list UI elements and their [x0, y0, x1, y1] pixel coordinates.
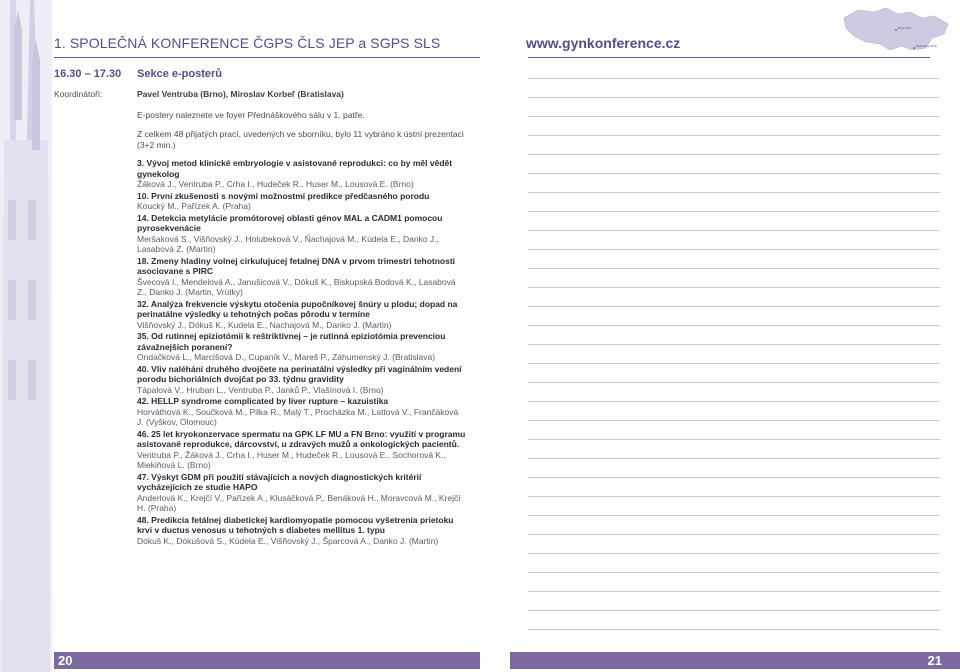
poster-authors: Meršaková S., Višňovský J., Holubeková V., Ňachajová M., Kúdela E., Danko J., Lasabová Z. (Martin)	[137, 233, 439, 254]
poster-title: 18. Zmeny hladiny volnej cirkulujucej fetalnej DNA v prvom trimestri tehotnosti asociovane s PIRC	[137, 255, 456, 276]
header-divider	[54, 57, 480, 58]
header-divider	[528, 57, 930, 58]
note-line	[528, 97, 940, 98]
note-line	[528, 439, 940, 440]
coordinators-label: Koordinátoři:	[54, 89, 103, 99]
poster-title: 46. 25 let kryokonzervace spermatu na GPK LF MU a FN Brno: využití v programu asistované reprodukce, dárcovství, u zdravých mužů a onkologických pacientů.	[137, 428, 466, 449]
intro-selection: Z celkem 48 přijatých prací, uvedených ve sborníku, bylo 11 vybráno k ústní prezentaci (3+2 min.)	[137, 129, 464, 150]
footer-bar	[54, 652, 480, 669]
list-item	[137, 364, 467, 396]
note-line	[528, 344, 940, 345]
note-line	[528, 382, 940, 383]
poster-authors: Tápalová V., Hruban L., Ventruba P., Janků P., Vlašínová I. (Brno)	[137, 384, 384, 395]
poster-authors: Koucký M., Pařízek A. (Praha)	[137, 201, 251, 211]
footer-bar	[510, 652, 960, 669]
poster-authors: Švecová I., Mendelová A., Janušicová V., Dókuš K., Biskupská Bodová K., Lasabová Z., Danko J. (Martin, Vrútky)	[137, 276, 456, 297]
page-number-right: 21	[927, 653, 942, 668]
conference-title: 1. SPOLEČNÁ KONFERENCE ČGPS ČLS JEP a SGPS SLS	[54, 35, 441, 51]
intro-location: E-postery naleznete ve foyer Přednáškového sálu v 1. patře.	[137, 110, 365, 120]
poster-authors: Ventruba P., Žáková J., Crha I., Huser M., Hudeček R., Lousová E., Sochorová K., Miekiňová L. (Brno)	[137, 449, 446, 470]
note-line	[528, 135, 940, 136]
poster-title: 42. HELLP syndrome complicated by liver rupture – kazuistika	[137, 396, 389, 406]
note-line	[528, 116, 940, 117]
note-line	[528, 420, 940, 421]
note-line	[528, 78, 940, 79]
note-line	[528, 629, 940, 630]
poster-authors: Ondačková L., Marcišová D., Cupaník V., Mareš P., Záhumenský J. (Bratislava)	[137, 352, 436, 362]
list-item	[137, 396, 467, 428]
note-line	[528, 173, 940, 174]
page-number-left: 20	[58, 653, 73, 668]
note-line	[528, 591, 940, 592]
list-item	[137, 331, 467, 363]
list-item	[137, 256, 467, 298]
poster-authors: Dókuš K., Dókušová S., Kúdela E., Višňovský J., Šparcová A., Danko J. (Martin)	[137, 535, 439, 546]
right-page	[480, 0, 960, 672]
list-item	[137, 299, 467, 331]
note-line	[528, 401, 940, 402]
coordinators-names: Pavel Ventruba (Brno), Miroslav Korbeľ (Bratislava)	[137, 89, 344, 99]
poster-title: 3. Vývoj metod klinické embryologie v asistované reprodukci: co by měl vědět gynekolog	[137, 158, 453, 179]
list-item	[137, 213, 467, 255]
note-line	[528, 249, 940, 250]
note-line	[528, 572, 940, 573]
list-item	[137, 515, 467, 547]
note-line	[528, 192, 940, 193]
cathedral-illustration	[0, 0, 52, 672]
session-title: Sekce e-posterů	[137, 68, 222, 80]
poster-title: 35. Od rutinnej epiziotómii k reštriktívnej – je rutinná epiziotómia prevenciou závažnejších poranení?	[137, 331, 446, 352]
session-time: 16.30 – 17.30	[54, 68, 122, 80]
poster-title: 40. Vliv naléhání druhého dvojčete na perinatální výsledky při vaginálním vedení porodu bichoriálních dvojčat po 33. týdnu gravidity	[137, 363, 462, 384]
note-line	[528, 154, 940, 155]
poster-authors: Žáková J., Ventruba P., Crha I., Hudeček R., Huser M., Lousová E. (Brno)	[137, 179, 414, 189]
note-line	[528, 496, 940, 497]
note-line	[528, 515, 940, 516]
map-label-bratislava: Bratislava 2013	[916, 44, 937, 48]
note-line	[528, 534, 940, 535]
list-item	[137, 472, 467, 514]
list-item	[137, 429, 467, 471]
conference-url[interactable]: www.gynkonference.cz	[526, 35, 681, 51]
note-line	[528, 477, 940, 478]
map-icon	[836, 4, 954, 56]
poster-authors: Horváthová K., Součková M., Pilka R., Malý T., Procházka M., Lattová V., Frančáková J. (Vyškov, Olomouc)	[137, 406, 459, 427]
note-line	[528, 211, 940, 212]
note-line	[528, 230, 940, 231]
note-line	[528, 610, 940, 611]
note-line	[528, 458, 940, 459]
note-line	[528, 363, 940, 364]
list-item	[137, 191, 467, 212]
poster-title: 47. Výskyt GDM při použití stávajících a nových diagnostických kritérií vycházejících ze studie HAPO	[137, 471, 422, 492]
poster-title: 14. Detekcia metylácie promótorovej oblasti génov MAL a CADM1 pomocou pyrosekvenácie	[137, 212, 443, 233]
poster-title: 32. Analýza frekvencie výskytu otočenia pupočníkovej šnúry u plodu; dopad na perinatálne výsledky u tehotných počas pôrodu v termíne	[137, 298, 458, 319]
poster-authors: Anderlová K., Krejčí V., Pařízek A., Klusáčková P., Benáková H., Moravcová M., Krejčí H. (Praha)	[137, 492, 461, 513]
note-line	[528, 268, 940, 269]
poster-authors: Višňovský J., Dókuš K., Kudela E., Nachajová M., Danko J. (Martin)	[137, 319, 392, 330]
note-line	[528, 553, 940, 554]
note-line	[528, 306, 940, 307]
note-line	[528, 325, 940, 326]
poster-list	[137, 158, 467, 547]
poster-title: 48. Predikcia fetálnej diabetickej kardiomyopatie pomocou vyšetrenia prietoku krvi v ductus venosus u tehotných s diabetes mellitus 1. typu	[137, 514, 454, 535]
poster-title: 10. První zkušenosti s novými možnostmi predikce předčasného porodu	[137, 190, 430, 201]
note-line	[528, 287, 940, 288]
map-label-brno: Brno 2011	[898, 26, 912, 30]
list-item	[137, 158, 467, 190]
